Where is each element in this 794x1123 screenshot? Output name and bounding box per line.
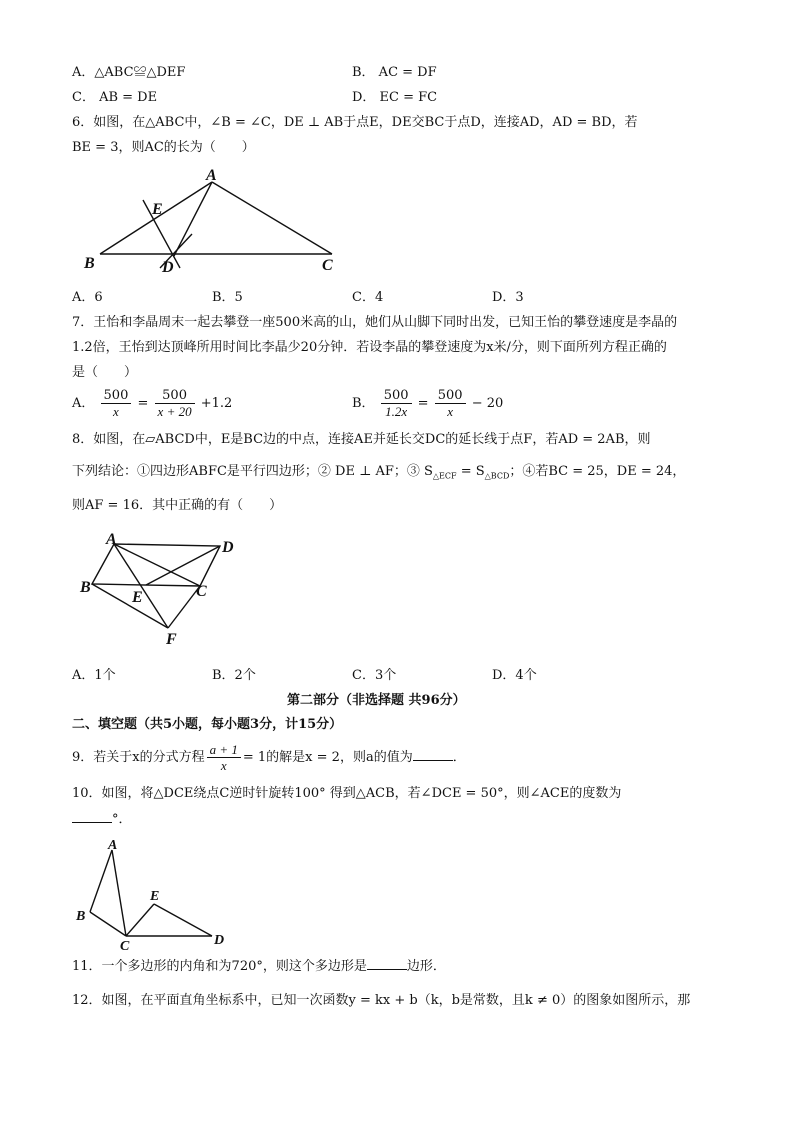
- q5-option-a: A．△ABC≌△DEF: [72, 65, 186, 80]
- q10-stem-line2: °．: [72, 810, 132, 829]
- q11-stem: 11．一个多边形的内角和为720°，则这个多边形是 边形．: [72, 959, 446, 974]
- q10-label-c: C: [120, 939, 130, 952]
- q8-sub-bcd: △BCD: [484, 471, 510, 481]
- q6-label-c: C: [322, 257, 333, 274]
- q9-answer-blank[interactable]: [413, 748, 453, 761]
- q10-label-b: B: [76, 909, 86, 924]
- q7-option-b-frac1: $\frac{500}{1.2x}$: [381, 388, 412, 419]
- q7-option-a-label: A．: [72, 396, 95, 411]
- q10-label-e: E: [150, 889, 160, 904]
- q10-label-d: D: [214, 933, 225, 948]
- q6-label-e: E: [152, 201, 163, 218]
- q8-stem-line3: 则AF = 16．其中正确的有（ ）: [72, 498, 283, 513]
- q6-label-b: B: [84, 255, 95, 272]
- q7-stem-line3: 是（ ）: [72, 365, 138, 380]
- q7-option-b: B． $\frac{500}{1.2x}$ = $\frac{500}{x}$ − 20: [352, 388, 504, 419]
- q10-stem-line1: 10．如图，将△DCE绕点C逆时针旋转100° 得到△ACB，若∠DCE = 50°，则∠ACE的度数为: [72, 786, 622, 801]
- q6-stem-line2: BE = 3，则AC的长为（ ）: [72, 140, 255, 155]
- q6-figure: [80, 168, 350, 278]
- q7-option-b-frac2: $\frac{500}{x}$: [435, 388, 466, 419]
- q8-stem-line2: 下列结论：①四边形ABFC是平行四边形；② DE ⊥ AF；③ $S_{\triangle ECF} = S_{\triangle BCD}$；④若BC = 25，DE = 24，: [72, 464, 686, 481]
- q8-option-c: C．3个: [352, 668, 397, 683]
- q6-option-a: A．6: [72, 290, 103, 305]
- q11-answer-blank[interactable]: [367, 957, 407, 970]
- q9-stem: 9．若关于x的分式方程 $\frac{a + 1}{x}$ = 1的解是x = 2，则a的值为 ．: [72, 742, 466, 773]
- q8-option-d: D．4个: [492, 668, 537, 683]
- q8-figure: [78, 528, 248, 650]
- q10-label-a: A: [108, 838, 118, 853]
- q7-stem-line1: 7．王怡和李晶周末一起去攀登一座500米高的山，她们从山脚下同时出发，已知王怡的攀登速度是李晶的: [72, 315, 678, 330]
- q7-option-a: A． $\frac{500}{x}$ = $\frac{500}{x + 20}$ +1.2: [72, 388, 233, 419]
- q8-label-d: D: [222, 539, 234, 556]
- q8-label-b: B: [80, 579, 91, 596]
- q12-stem-line1: 12．如图，在平面直角坐标系中，已知一次函数y = kx + b（k，b是常数，且k ≠ 0）的图象如图所示，那: [72, 993, 691, 1008]
- section2-title: 二、填空题（共5小题，每小题3分，计15分）: [72, 717, 343, 732]
- q5-option-c: C． AB = DE: [72, 90, 158, 105]
- q10-answer-blank[interactable]: [72, 810, 112, 823]
- q7-option-a-frac2: $\frac{500}{x + 20}$: [155, 388, 195, 419]
- q8-option-a: A．1个: [72, 668, 116, 683]
- q5-option-d: D． EC = FC: [352, 90, 438, 105]
- q9-fraction: $\frac{a + 1}{x}$: [207, 742, 241, 773]
- q10-figure: [72, 836, 232, 952]
- q7-option-a-frac1: $\frac{500}{x}$: [101, 388, 132, 419]
- q8-stem-line1: 8．如图，在▱ABCD中，E是BC边的中点，连接AE并延长交DC的延长线于点F，若AD = 2AB，则: [72, 432, 651, 447]
- q8-label-e: E: [132, 589, 143, 606]
- q8-option-b: B．2个: [212, 668, 256, 683]
- q7-stem-line2: 1.2倍，王怡到达顶峰所用时间比李晶少20分钟．若设李晶的攀登速度为x米/分，则下面所列方程正确的: [72, 340, 667, 355]
- q8-label-c: C: [196, 583, 207, 600]
- q8-label-a: A: [106, 531, 117, 548]
- q6-option-d: D．3: [492, 290, 524, 305]
- q8-sub-ecf: △ECF: [432, 471, 457, 481]
- q6-option-b: B．5: [212, 290, 243, 305]
- part2-title: 第二部分（非选择题 共96分）: [287, 693, 466, 708]
- q6-label-d: D: [162, 259, 174, 276]
- q6-stem-line1: 6．如图，在△ABC中，∠B = ∠C，DE ⊥ AB于点E，DE交BC于点D，连接AD，AD = BD，若: [72, 115, 638, 130]
- q8-label-f: F: [166, 631, 177, 648]
- q6-label-a: A: [206, 168, 217, 184]
- q5-option-b: B． AC = DF: [352, 65, 437, 80]
- q6-option-c: C．4: [352, 290, 384, 305]
- q7-option-b-label: B．: [352, 396, 375, 411]
